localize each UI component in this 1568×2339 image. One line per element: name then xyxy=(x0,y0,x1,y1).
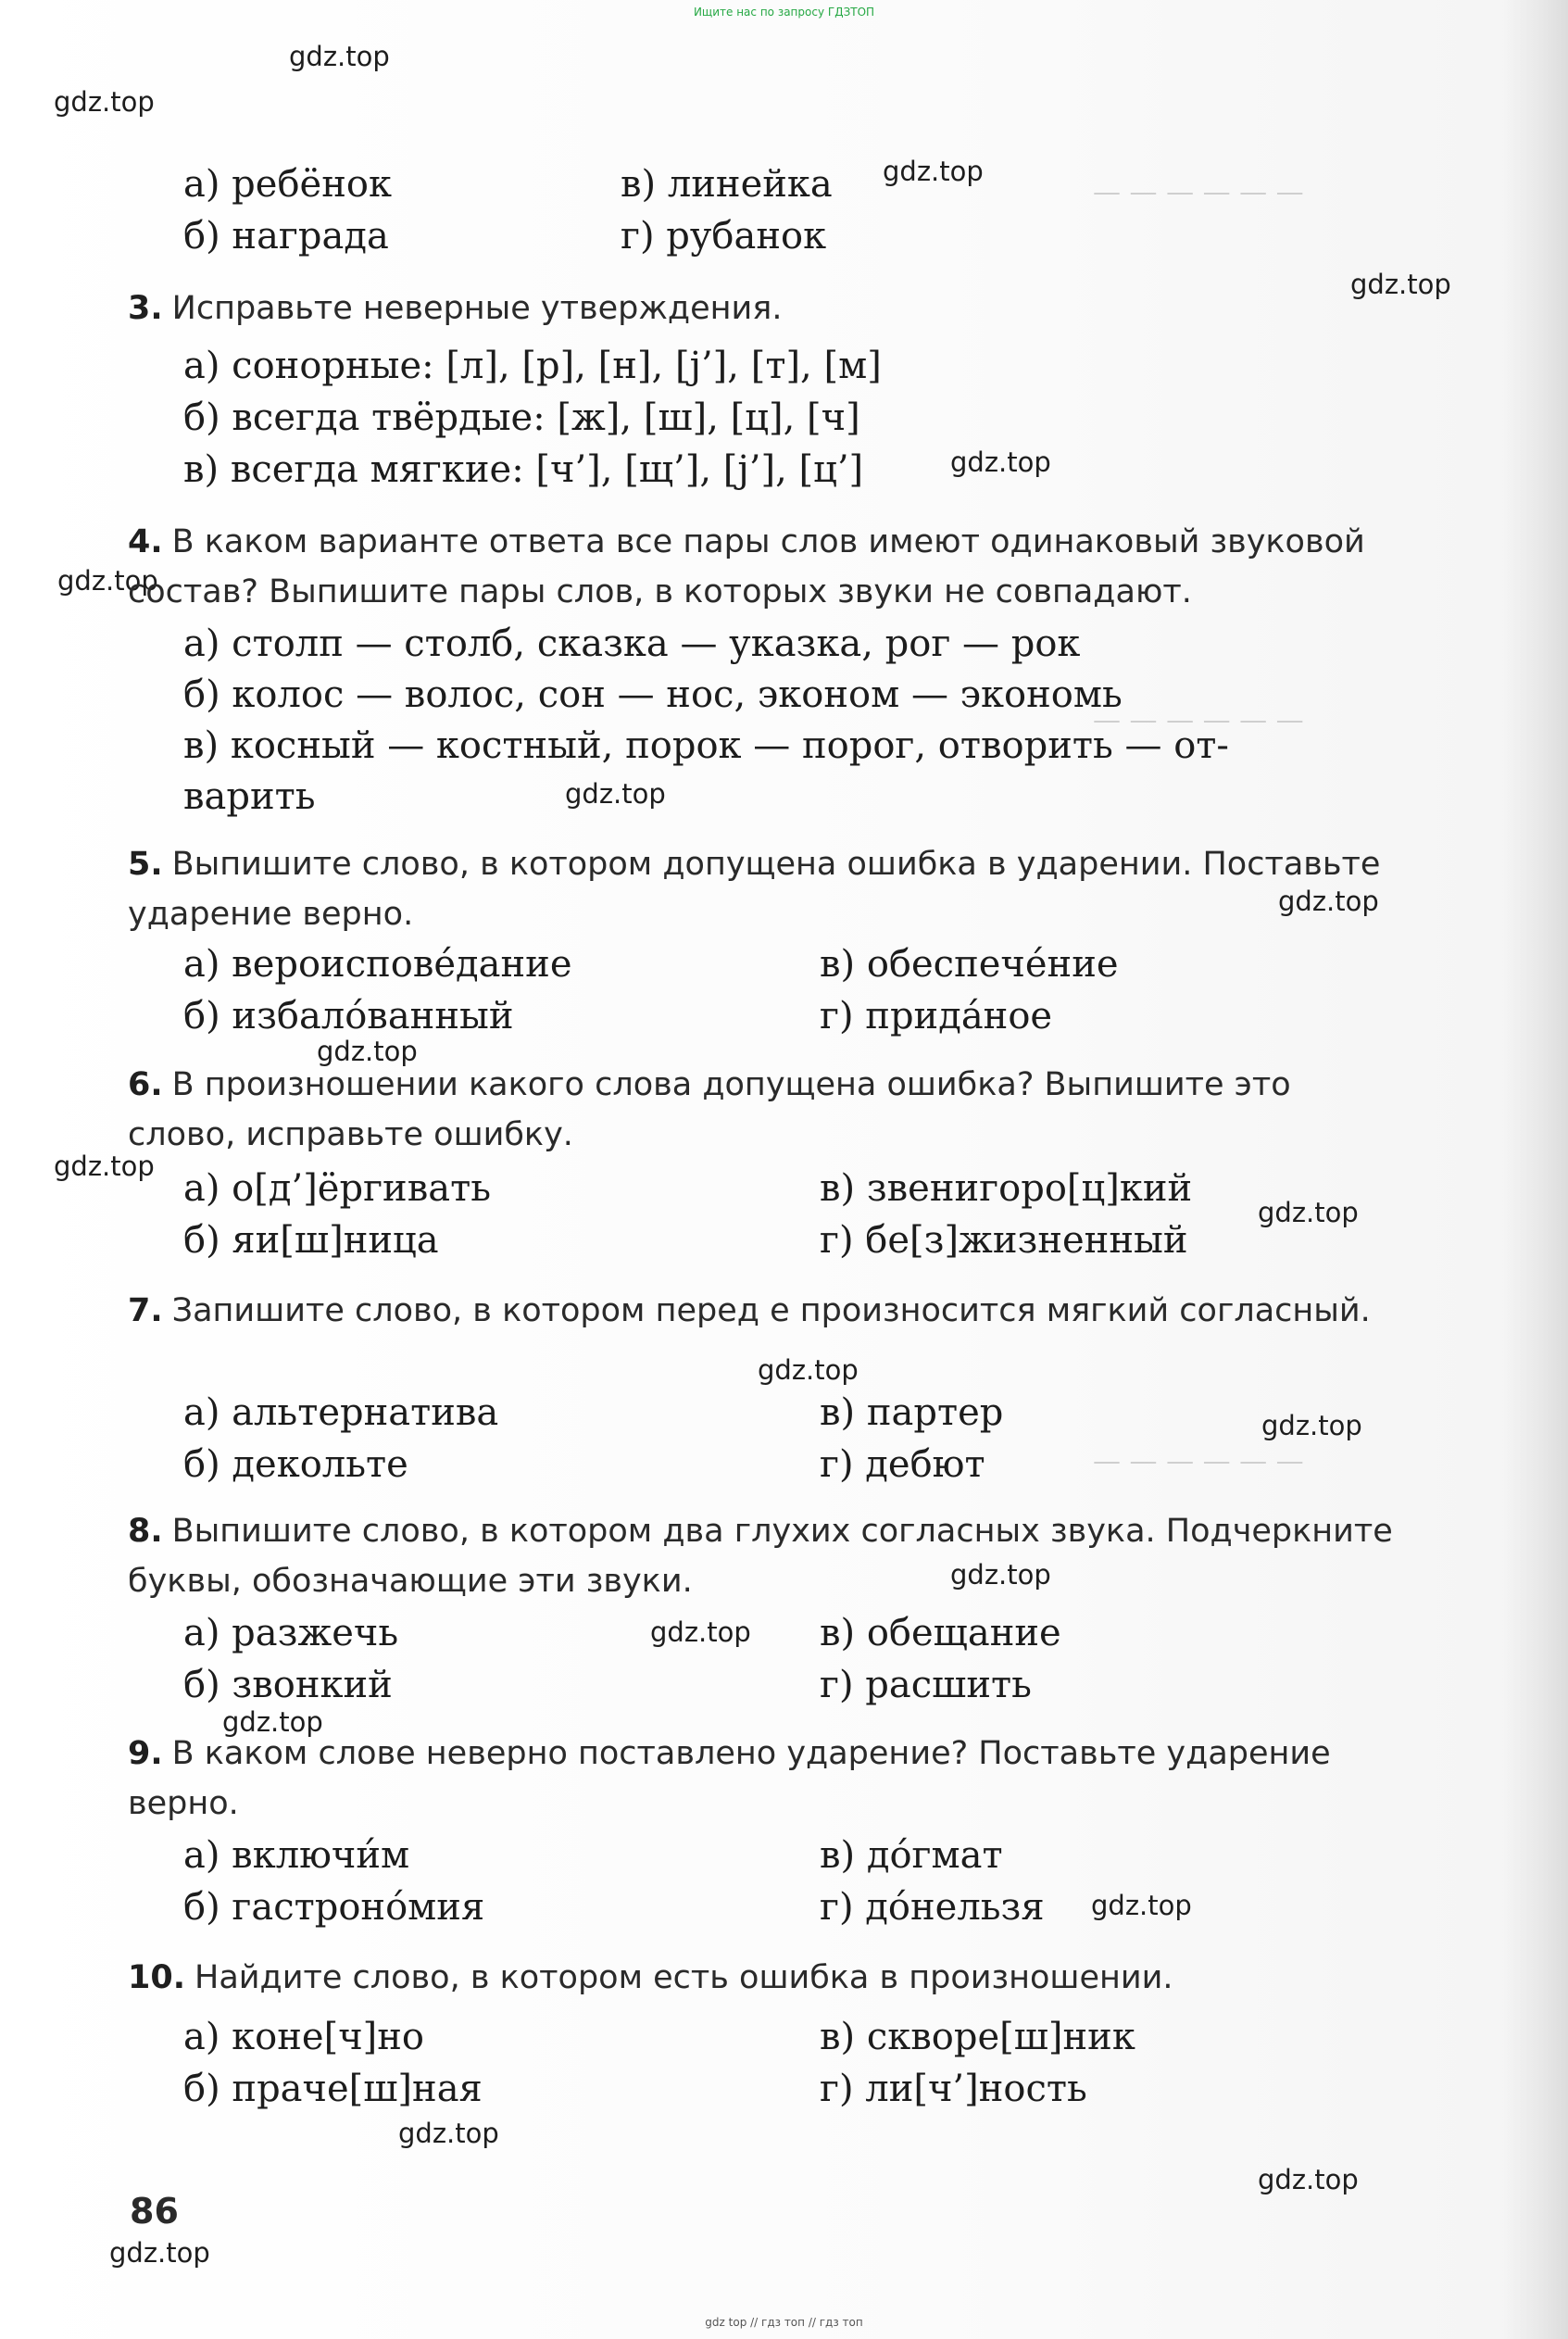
q6-option-b: б) яи[ш]ница xyxy=(183,1219,439,1262)
q3-option-v: в) всегда мягкие: [ч’], [щ’], [j’], [ц’] xyxy=(183,448,864,491)
q10-option-v: в) скворе[ш]ник xyxy=(820,2016,1135,2058)
watermark: gdz.top xyxy=(289,41,390,72)
question-text: Исправьте неверные утверждения. xyxy=(171,290,783,327)
q4-option-b: б) колос — волос, сон — нос, эконом — экономь xyxy=(183,673,1123,716)
q2-option-v: в) линейка xyxy=(621,163,833,206)
question-text: Запишите слово, в котором перед е произносится мягкий согласный. xyxy=(171,1292,1371,1329)
question-6 xyxy=(128,1060,1397,1160)
question-text: Выпишите слово, в котором два глухих согласных звука. Подчеркните буквы, обозначающие эти звуки. xyxy=(128,1513,1393,1600)
q7-option-a: а) альтернатива xyxy=(183,1391,499,1434)
q4-option-v: в) косный — костный, порок — порог, отворить — от- xyxy=(183,724,1229,767)
q8-option-b: б) звонкий xyxy=(183,1664,393,1706)
question-number: 4. xyxy=(128,523,163,560)
watermark: gdz.top xyxy=(54,86,155,118)
watermark: gdz.top xyxy=(1278,886,1379,917)
q9-option-b: б) гастронóмия xyxy=(183,1886,485,1929)
watermark: gdz.top xyxy=(950,1559,1051,1591)
watermark: gdz.top xyxy=(1258,1197,1359,1228)
q2-option-b: б) награда xyxy=(183,215,389,258)
q7-option-g: г) дебют xyxy=(820,1443,985,1486)
q5-option-a: а) вероисповéдание xyxy=(183,943,572,986)
q4-option-a: а) столп — столб, сказка — указка, рог — рок xyxy=(183,622,1081,665)
page-edge-shadow xyxy=(1503,0,1568,2339)
q10-option-g: г) ли[ч’]ность xyxy=(820,2068,1087,2110)
q6-option-g: г) бе[з]жизненный xyxy=(820,1219,1188,1262)
question-number: 3. xyxy=(128,290,163,327)
question-10 xyxy=(128,1953,1397,2003)
bleed-through: — — — — — — xyxy=(1093,1445,1304,1478)
q9-option-g: г) дóнельзя xyxy=(820,1886,1045,1929)
question-8 xyxy=(128,1506,1397,1606)
bleed-through: — — — — — — xyxy=(1093,176,1304,208)
watermark: gdz.top xyxy=(883,156,984,187)
bleed-through: — — — — — — xyxy=(1093,704,1304,736)
watermark: gdz.top xyxy=(398,2118,499,2149)
question-3 xyxy=(128,283,1397,333)
question-text: В каком слове неверно поставлено ударение? Поставьте ударение верно. xyxy=(128,1735,1331,1822)
watermark: gdz.top xyxy=(650,1616,751,1648)
q4-option-v-continuation: варить xyxy=(183,775,316,818)
question-text: В произношении какого слова допущена ошибка? Выпишите это слово, исправьте ошибку. xyxy=(128,1066,1291,1153)
q5-option-g: г) придáное xyxy=(820,995,1053,1037)
q8-option-v: в) обещание xyxy=(820,1612,1061,1654)
question-text: В каком варианте ответа все пары слов имеют одинаковый звуковой состав? Выпишите пары слов, в которых звуки не совпадают. xyxy=(128,523,1365,610)
watermark: gdz.top xyxy=(565,778,666,810)
q3-option-a: а) сонорные: [л], [р], [н], [j’], [т], [м] xyxy=(183,345,882,387)
watermark: gdz.top xyxy=(57,565,158,597)
watermark: gdz.top xyxy=(950,446,1051,478)
question-number: 7. xyxy=(128,1292,163,1329)
watermark: gdz.top xyxy=(317,1036,418,1067)
q9-option-a: а) включи́м xyxy=(183,1834,410,1877)
q7-option-b: б) декольте xyxy=(183,1443,408,1486)
watermark: gdz.top xyxy=(109,2237,210,2269)
question-4 xyxy=(128,517,1397,617)
question-text: Найдите слово, в котором есть ошибка в произношении. xyxy=(194,1959,1173,1996)
q10-option-a: а) коне[ч]но xyxy=(183,2016,424,2058)
q2-option-g: г) рубанок xyxy=(621,215,827,258)
watermark: gdz.top xyxy=(1091,1890,1192,1921)
question-number: 10. xyxy=(128,1959,186,1996)
q5-option-v: в) обеспечéние xyxy=(820,943,1119,986)
page-number: 86 xyxy=(130,2191,179,2232)
question-5 xyxy=(128,839,1397,939)
q9-option-v: в) дóгмат xyxy=(820,1834,1003,1877)
question-number: 9. xyxy=(128,1735,163,1772)
question-9 xyxy=(128,1729,1397,1829)
q6-option-v: в) звенигоро[ц]кий xyxy=(820,1167,1193,1210)
header-note: Ищите нас по запросу ГДЗТОП xyxy=(693,6,875,19)
question-text: Выпишите слово, в котором допущена ошибка в ударении. Поставьте ударение верно. xyxy=(128,846,1381,933)
watermark: gdz.top xyxy=(54,1151,155,1182)
question-7 xyxy=(128,1286,1397,1336)
watermark: gdz.top xyxy=(222,1706,323,1738)
footer-note: gdz top // гдз топ // гдз топ xyxy=(705,2316,863,2329)
watermark: gdz.top xyxy=(1261,1410,1362,1441)
q7-option-v: в) партер xyxy=(820,1391,1004,1434)
q5-option-b: б) избалóванный xyxy=(183,995,514,1037)
question-number: 8. xyxy=(128,1513,163,1550)
question-number: 6. xyxy=(128,1066,163,1103)
q3-option-b: б) всегда твёрдые: [ж], [ш], [ц], [ч] xyxy=(183,396,860,439)
q8-option-a: а) разжечь xyxy=(183,1612,399,1654)
q6-option-a: а) о[д’]ёргивать xyxy=(183,1167,491,1210)
q2-option-a: а) ребёнок xyxy=(183,163,392,206)
q10-option-b: б) праче[ш]ная xyxy=(183,2068,483,2110)
q8-option-g: г) расшить xyxy=(820,1664,1032,1706)
watermark: gdz.top xyxy=(758,1354,859,1386)
watermark: gdz.top xyxy=(1350,269,1451,300)
watermark: gdz.top xyxy=(1258,2164,1359,2195)
question-number: 5. xyxy=(128,846,163,883)
